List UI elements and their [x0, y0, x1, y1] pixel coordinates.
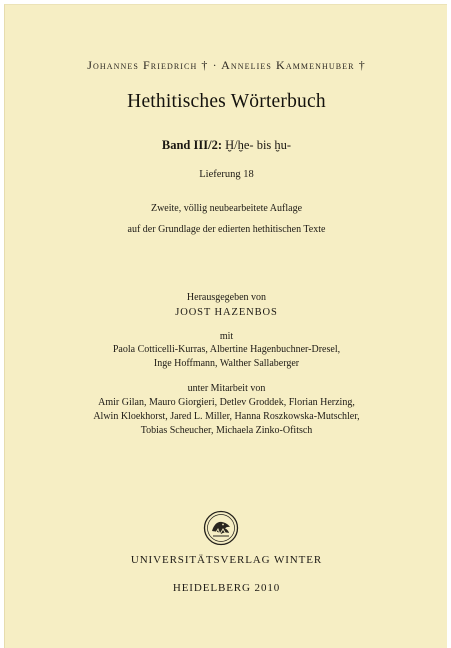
publisher-name: UNIVERSITÄTSVERLAG WINTER [130, 554, 323, 566]
contributors-line-1: Amir Gilan, Mauro Giorgieri, Detlev Groddek, Florian Herzing, [98, 397, 355, 408]
collaborators-label: mit [219, 331, 234, 342]
contributors-label: unter Mitarbeit von [187, 383, 266, 394]
edition-line-1: Zweite, völlig neubearbeitete Auflage [150, 203, 303, 214]
contributors-line-3: Tobias Scheucher, Michaela Zinko-Ofitsch [140, 425, 313, 436]
editor-name: JOOST HAZENBOS [175, 307, 278, 318]
issue-number: Lieferung 18 [199, 169, 254, 180]
authors-line: Johannes Friedrich † · Annelies Kammenhuber † [87, 58, 366, 72]
book-cover [4, 4, 447, 648]
contributors-line-2: Alwin Kloekhorst, Jared L. Miller, Hanna Roszkowska-Mutschler, [93, 411, 360, 422]
collaborators-line-2: Inge Hoffmann, Walther Sallaberger [153, 358, 300, 369]
collaborators-line-1: Paola Cotticelli-Kurras, Albertine Hagenbuchner-Dresel, [112, 344, 341, 355]
publisher-emblem-icon [203, 510, 239, 546]
volume-label: Band III/2: [161, 138, 222, 152]
volume-line [5, 138, 448, 153]
volume-range: Ḫ/ḫe- bis ḫu- [225, 138, 292, 152]
edition-line-2: auf der Grundlage der edierten hethitischen Texte [127, 224, 326, 235]
book-title: Hethitisches Wörterbuch [127, 91, 326, 112]
editor-label: Herausgegeben von [186, 292, 267, 303]
publication-place-year: HEIDELBERG 2010 [172, 582, 281, 594]
